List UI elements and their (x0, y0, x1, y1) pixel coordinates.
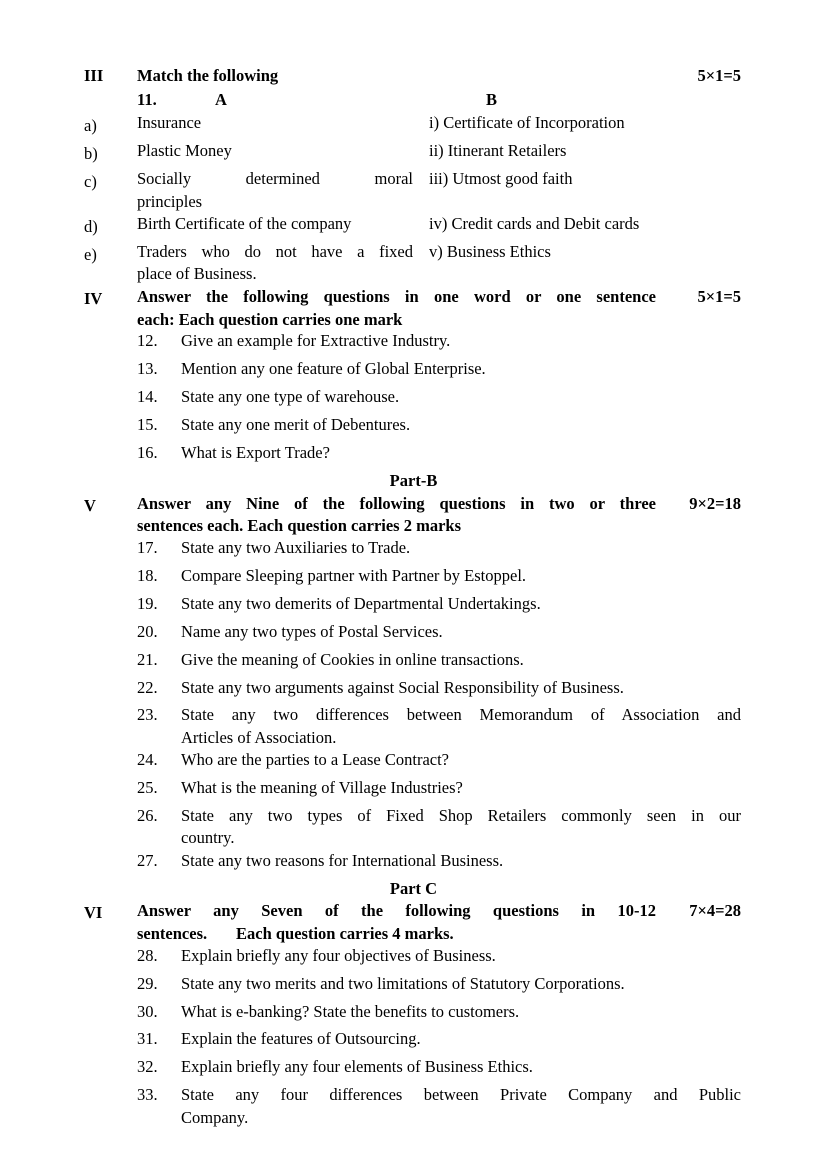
match-row-left: Traders who do not have a fixed (137, 242, 413, 261)
match-row-left: Plastic Money (137, 141, 232, 160)
question-text: State any two differences between Memorandum of Association and (181, 705, 741, 724)
section-iii-marks: 5×1=5 (697, 66, 741, 85)
question-text: State any four differences between Private Company and Public (181, 1085, 741, 1104)
question-number: 31. (137, 1029, 158, 1048)
section-v-roman: V (84, 496, 96, 515)
question-text: Explain the features of Outsourcing. (181, 1029, 421, 1048)
match-row-left: Socially determined moral (137, 169, 413, 188)
part-c-heading: Part C (389, 879, 438, 898)
match-row-right: iv) Credit cards and Debit cards (429, 214, 640, 233)
question-text: What is Export Trade? (181, 443, 330, 462)
section-iv-instruction: Answer the following questions in one word or one sentence (137, 287, 656, 306)
section-iv-marks: 5×1=5 (697, 287, 741, 306)
question-text: State any two reasons for International Business. (181, 851, 504, 870)
question-text: State any two demerits of Departmental Undertakings. (181, 594, 541, 613)
match-row-left-continued: principles (137, 192, 203, 211)
section-vi-marks: 7×4=28 (689, 901, 741, 920)
question-text: State any two merits and two limitations of Statutory Corporations. (181, 974, 625, 993)
question-text: State any two arguments against Social Responsibility of Business. (181, 678, 624, 697)
section-v-marks: 9×2=18 (689, 494, 741, 513)
section-iii-roman: III (84, 66, 104, 85)
section-iii-title: Match the following (137, 66, 279, 85)
column-a-heading: A (215, 90, 227, 109)
match-row-left: Insurance (137, 113, 202, 132)
question-number: 30. (137, 1002, 158, 1021)
question-number: 25. (137, 778, 158, 797)
section-v-instruction-line2: sentences each. Each question carries 2 marks (137, 516, 462, 535)
question-11-number: 11. (137, 90, 157, 109)
part-b-heading: Part-B (389, 471, 438, 490)
question-number: 17. (137, 538, 158, 557)
question-number: 28. (137, 946, 158, 965)
question-text: State any two types of Fixed Shop Retailers commonly seen in our (181, 806, 741, 825)
question-number: 24. (137, 750, 158, 769)
question-text: Compare Sleeping partner with Partner by Estoppel. (181, 566, 527, 585)
section-iv-instruction-line2: each: Each question carries one mark (137, 310, 403, 329)
match-row-right: ii) Itinerant Retailers (429, 141, 567, 160)
question-number: 29. (137, 974, 158, 993)
question-text: State any one type of warehouse. (181, 387, 400, 406)
match-row-label: a) (84, 116, 97, 135)
question-number: 19. (137, 594, 158, 613)
question-number: 16. (137, 443, 158, 462)
column-b-heading: B (486, 90, 498, 109)
question-number: 20. (137, 622, 158, 641)
question-number: 15. (137, 415, 158, 434)
question-number: 12. (137, 331, 158, 350)
question-number: 26. (137, 806, 158, 825)
question-text-continued: Articles of Association. (181, 728, 337, 747)
question-number: 21. (137, 650, 158, 669)
question-text-continued: country. (181, 828, 235, 847)
question-text: Give an example for Extractive Industry. (181, 331, 451, 350)
question-text: Explain briefly any four objectives of Business. (181, 946, 496, 965)
match-row-left: Birth Certificate of the company (137, 214, 352, 233)
question-text: Explain briefly any four elements of Business Ethics. (181, 1057, 533, 1076)
question-number: 32. (137, 1057, 158, 1076)
question-number: 22. (137, 678, 158, 697)
question-text-continued: Company. (181, 1108, 249, 1127)
question-text: Mention any one feature of Global Enterprise. (181, 359, 486, 378)
question-number: 18. (137, 566, 158, 585)
section-vi-instruction: Answer any Seven of the following questions in 10-12 (137, 901, 656, 920)
section-iv-roman: IV (84, 289, 103, 308)
match-row-label: b) (84, 144, 98, 163)
question-text: What is e-banking? State the benefits to customers. (181, 1002, 520, 1021)
question-number: 13. (137, 359, 158, 378)
match-row-left-continued: place of Business. (137, 264, 257, 283)
match-row-label: c) (84, 172, 97, 191)
section-vi-instruction-line2: sentences. Each question carries 4 marks. (137, 924, 454, 943)
question-text: State any one merit of Debentures. (181, 415, 411, 434)
question-text: Who are the parties to a Lease Contract? (181, 750, 449, 769)
section-v-instruction: Answer any Nine of the following questions in two or three (137, 494, 656, 513)
question-text: State any two Auxiliaries to Trade. (181, 538, 411, 557)
match-row-right: i) Certificate of Incorporation (429, 113, 625, 132)
match-row-label: d) (84, 217, 98, 236)
question-number: 27. (137, 851, 158, 870)
match-row-right: iii) Utmost good faith (429, 169, 573, 188)
question-text: What is the meaning of Village Industries? (181, 778, 463, 797)
question-text: Name any two types of Postal Services. (181, 622, 443, 641)
question-text: Give the meaning of Cookies in online transactions. (181, 650, 524, 669)
question-number: 33. (137, 1085, 158, 1104)
question-number: 14. (137, 387, 158, 406)
section-vi-roman: VI (84, 903, 103, 922)
match-row-label: e) (84, 245, 97, 264)
match-row-right: v) Business Ethics (429, 242, 551, 261)
question-number: 23. (137, 705, 158, 724)
